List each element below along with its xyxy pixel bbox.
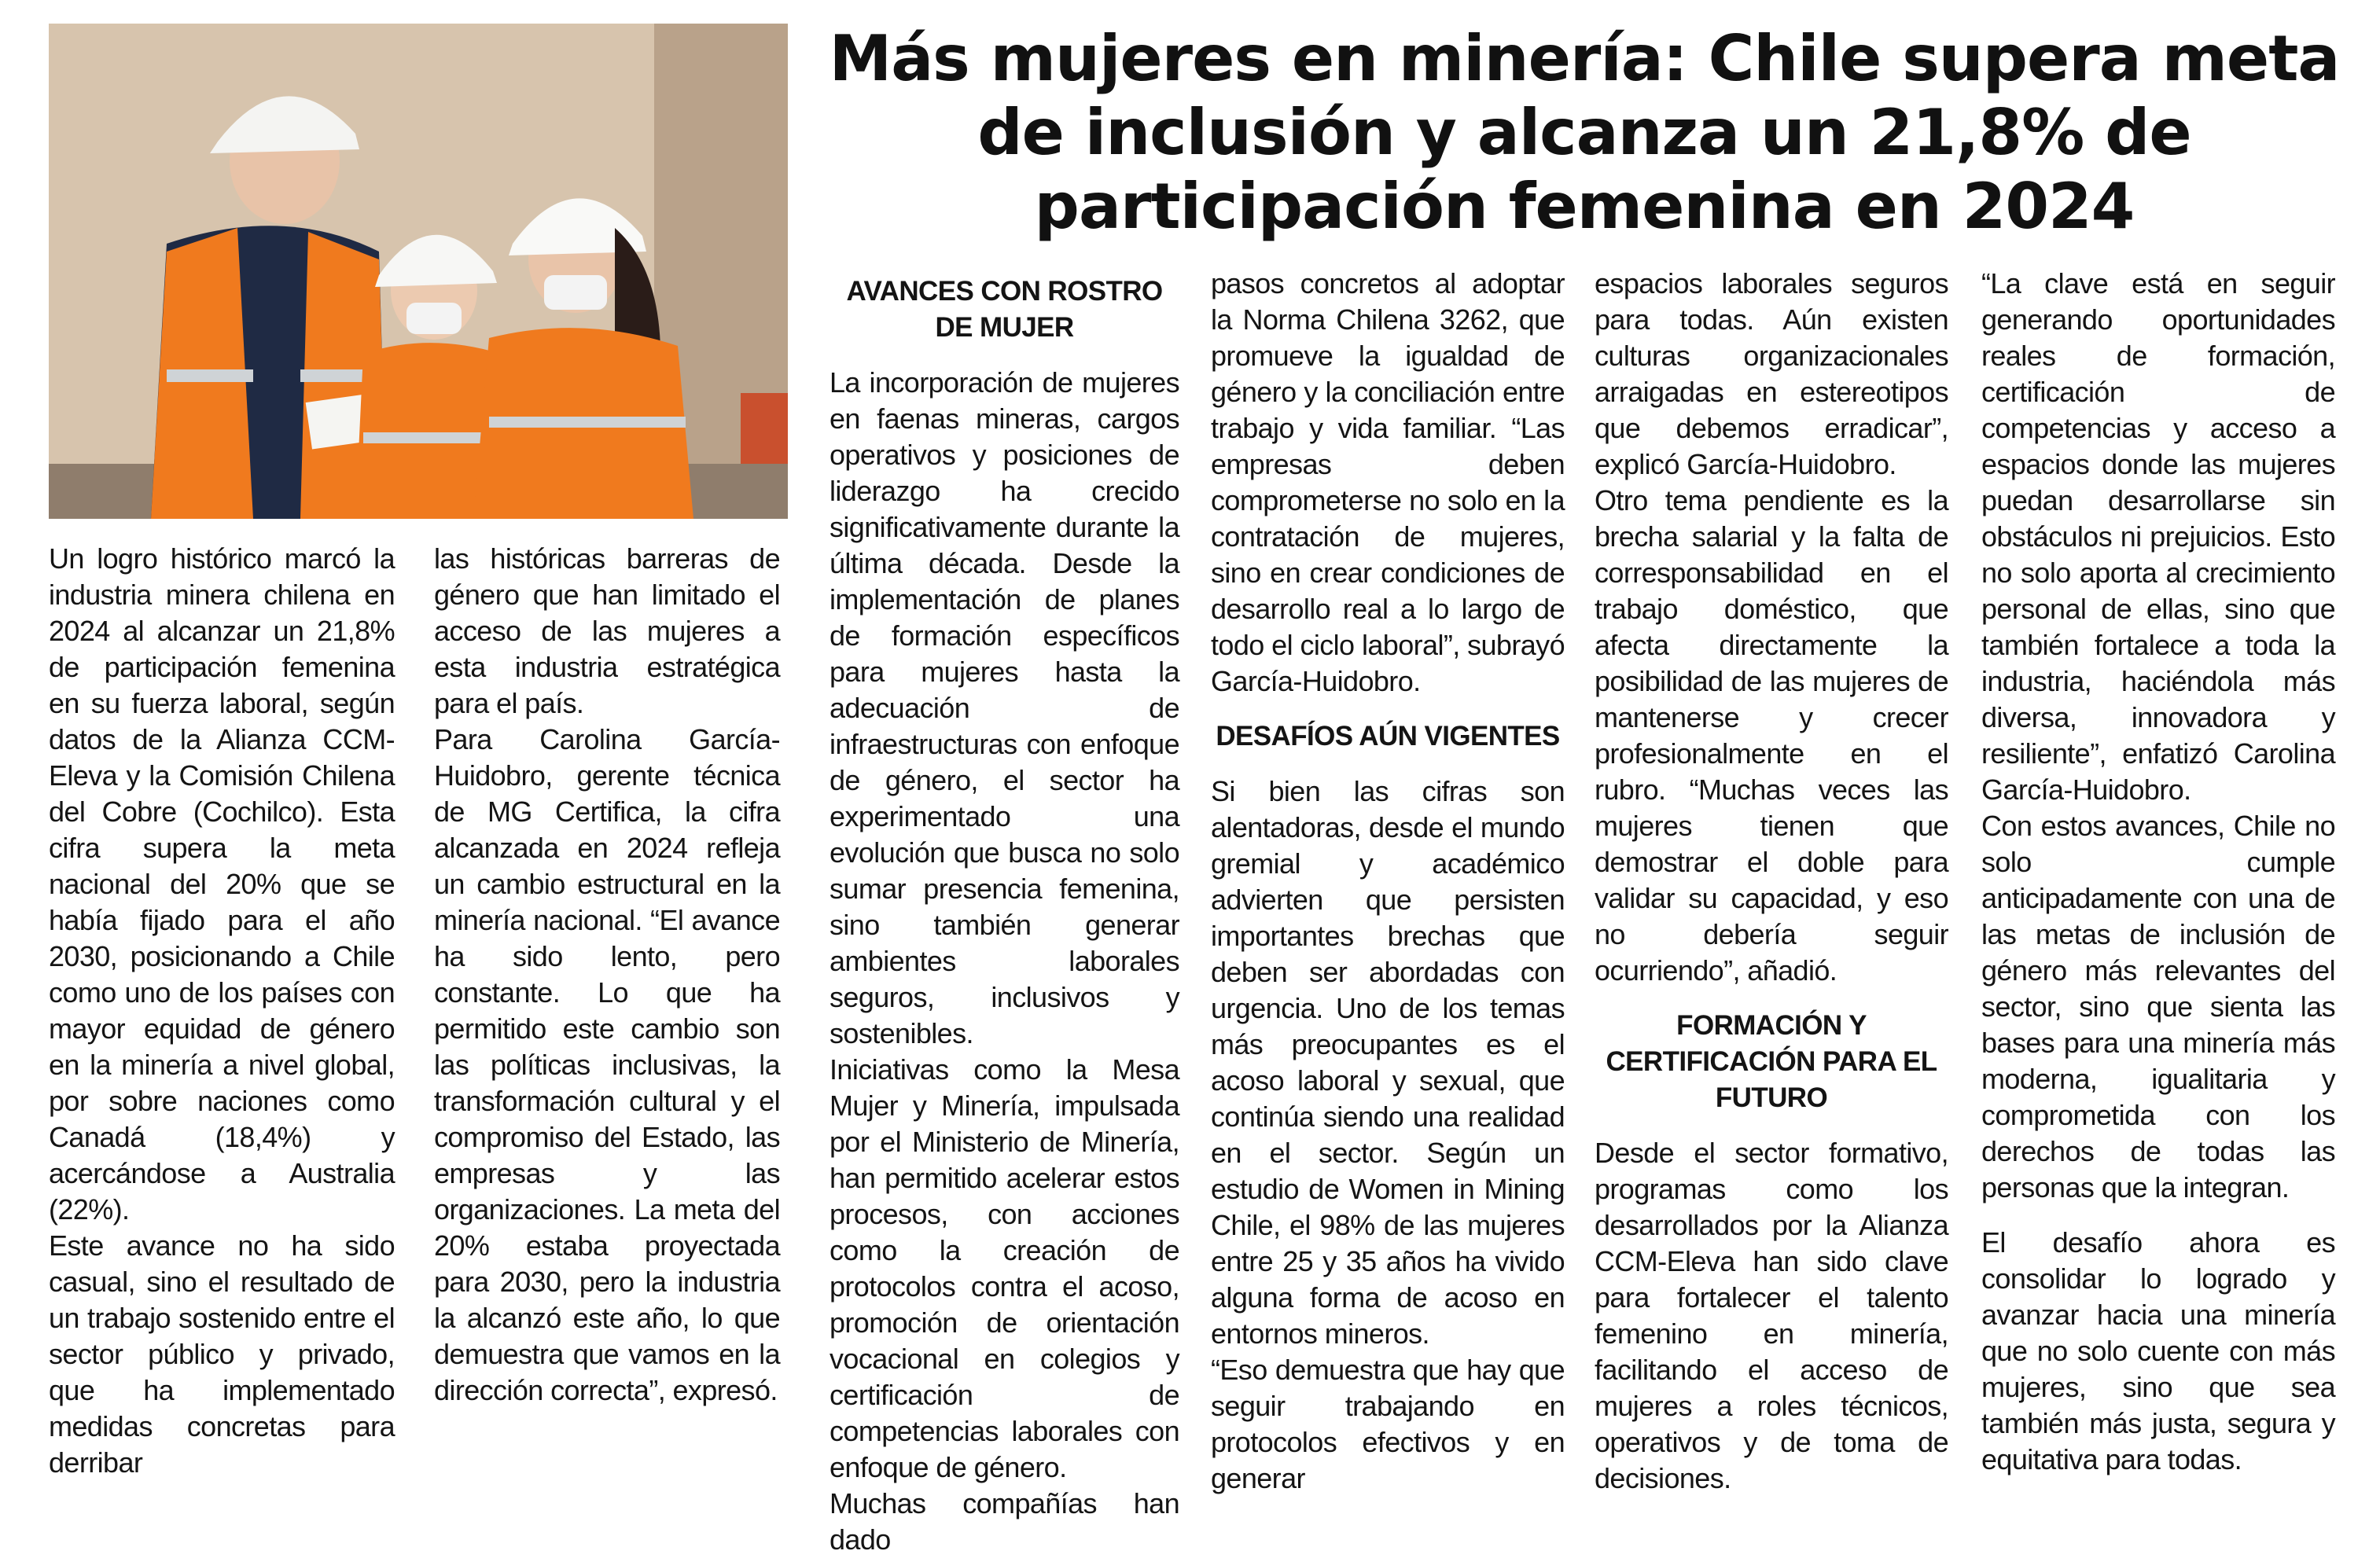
paragraph: El desafío ahora es consolidar lo logrado y avanzar hacia una minería que no solo cuente con más mujeres, sino que sea también más justa, segura y equitativa para todas. bbox=[1981, 1226, 2335, 1475]
column-4 bbox=[1211, 266, 1565, 1497]
paragraph: Si bien las cifras son alentadoras, desde el mundo gremial y académico advierten que persisten importantes brechas que deben ser abordadas con urgencia. Uno de los temas más preocupantes es el acoso laboral y sexual, que continúa siendo una realidad en el sector. Según un estudio de Women in Mining Chile, el 98% de las mujeres entre 25 y 35 años ha vivido alguna forma de acoso en entornos mineros. bbox=[1211, 775, 1565, 1350]
paragraph: Iniciativas como la Mesa Mujer y Minería, impulsada por el Ministerio de Minería, han permitido acelerar estos procesos, con acciones como la creación de protocolos contra el acoso, promoción de orientación vocacional en colegios y certificación de competencias laborales con enfoque de género. bbox=[830, 1053, 1179, 1483]
paragraph: espacios laborales seguros para todas. Aún existen culturas organizacionales arraigadas en estereotipos que debemos erradicar”, explicó García-Huidobro. bbox=[1595, 267, 1948, 480]
section-heading: DESAFÍOS AÚN VIGENTES bbox=[1216, 721, 1560, 751]
paragraph: Para Carolina García-Huidobro, gerente técnica de MG Certifica, la cifra alcanzada en 2024 refleja un cambio estructural en la minería nacional. “El avance ha sido lento, pero constante. Lo que ha permitido este cambio son las políticas inclusivas, la transformación cultural y el compromiso del Estado, las empresas y las organizaciones. La meta del 20% estaba proyectada para 2030, pero la industria la alcanzó este año, lo que demuestra que vamos en la dirección correcta”, expresó. bbox=[434, 723, 780, 1406]
headline: Más mujeres en minería: Chile supera meta de inclusión y alcanza un 21,8% de participación femenina en 2024 bbox=[829, 22, 2340, 243]
section-heading: FORMACIÓN Y CERTIFICACIÓN PARA EL FUTURO bbox=[1606, 1010, 1937, 1113]
section-heading: AVANCES CON ROSTRO DE MUJER bbox=[846, 276, 1163, 343]
paragraph: Un logro histórico marcó la industria minera chilena en 2024 al alcanzar un 21,8% de participación femenina en su fuerza laboral, según datos de la Alianza CCM-Eleva y la Comisión Chilena del Cobre (Cochilco). Esta cifra supera la meta nacional del 20% que se había fijado para el año 2030, posicionando a Chile como uno de los países con mayor equidad de género en la minería a nivel global, por sobre naciones como Canadá (18,4%) y acercándose a Australia (22%). bbox=[49, 542, 395, 1225]
column-3 bbox=[830, 274, 1179, 1558]
paragraph: “La clave está en seguir generando oportunidades reales de formación, certificación de competencias y acceso a espacios donde las mujeres puedan desarrollarse sin obstáculos ni prejuicios. Esto no solo aporta al crecimiento personal de ellas, sino que también fortalece a toda la industria, haciéndola más diversa, innovadora y resiliente”, enfatizó Carolina García-Huidobro. bbox=[1981, 267, 2335, 806]
paragraph: Este avance no ha sido casual, sino el resultado de un trabajo sostenido entre el sector público y privado, que ha implementado medidas concretas para derribar bbox=[49, 1229, 395, 1479]
paragraph: Desde el sector formativo, programas como los desarrollados por la Alianza CCM-Eleva han sido clave para fortalecer el talento femenino en minería, facilitando el acceso de mujeres a roles técnicos, operativos y de toma de decisiones. bbox=[1595, 1137, 1948, 1494]
column-2 bbox=[434, 541, 780, 1409]
paragraph: las históricas barreras de género que han limitado el acceso de las mujeres a esta industria estratégica para el país. bbox=[434, 542, 780, 719]
paragraph: pasos concretos al adoptar la Norma Chilena 3262, que promueve la igualdad de género y la conciliación entre trabajo y vida familiar. “Las empresas deben comprometerse no solo en la contratación de mujeres, sino en crear condiciones de desarrollo real a lo largo de todo el ciclo laboral”, subrayó García-Huidobro. bbox=[1211, 267, 1565, 697]
paragraph: “Eso demuestra que hay que seguir trabajando en protocolos efectivos y en generar bbox=[1211, 1354, 1565, 1494]
paragraph: La incorporación de mujeres en faenas mineras, cargos operativos y posiciones de liderazgo ha crecido significativamente durante la última década. Desde la implementación de planes de formación específicos para mujeres hasta la adecuación de infraestructuras con enfoque de género, el sector ha experimentado una evolución que busca no solo sumar presencia femenina, sino también generar ambientes laborales seguros, inclusivos y sostenibles. bbox=[830, 366, 1179, 1049]
paragraph: Otro tema pendiente es la brecha salarial y la falta de corresponsabilidad en el trabajo doméstico, que afecta directamente la posibilidad de las mujeres de mantenerse y crecer profesionalmente en el rubro. “Muchas veces las mujeres tienen que demostrar el doble para validar su capacidad, y eso no debería seguir ocurriendo”, añadió. bbox=[1595, 484, 1948, 987]
column-5 bbox=[1595, 266, 1948, 1497]
column-1 bbox=[49, 541, 395, 1481]
photo-workers-hardhats bbox=[49, 24, 788, 519]
paragraph: Con estos avances, Chile no solo cumple anticipadamente con una de las metas de inclusión de género más relevantes del sector, sino que sienta las bases para una minería más moderna, igualitaria y comprometida con los derechos de todas las personas que la integran. bbox=[1981, 810, 2335, 1203]
article-photo bbox=[49, 24, 788, 519]
column-6 bbox=[1981, 266, 2335, 1478]
paragraph: Muchas compañías han dado bbox=[830, 1487, 1179, 1556]
